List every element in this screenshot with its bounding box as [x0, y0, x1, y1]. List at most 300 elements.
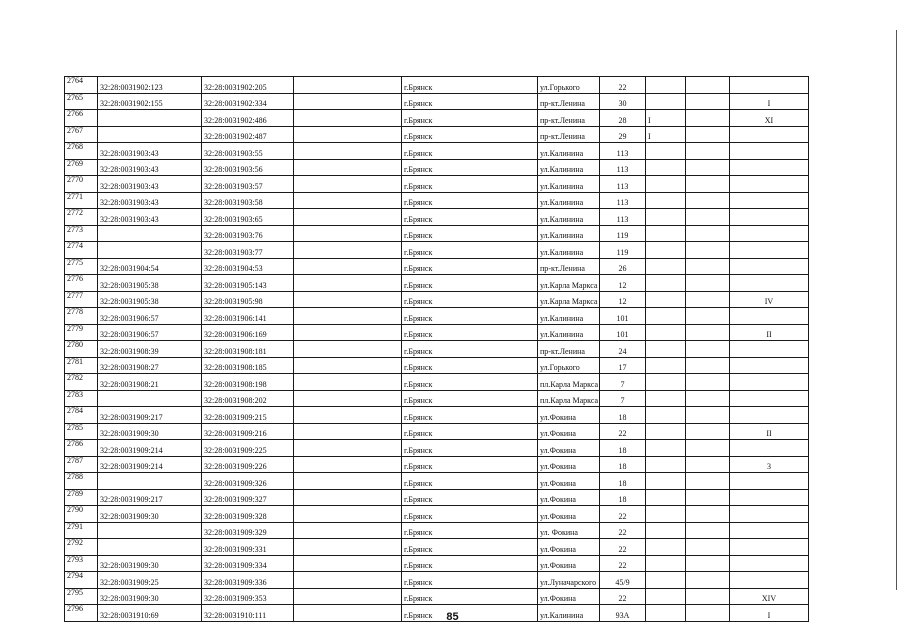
cadastral-number: 32:28:0031909:336	[202, 572, 294, 589]
row-number: 2775	[65, 258, 98, 275]
row-number: 2769	[65, 159, 98, 176]
cadastral-number: 32:28:0031909:327	[202, 489, 294, 506]
table-row	[65, 192, 809, 209]
city-cell: г.Брянск	[402, 390, 538, 407]
empty-cell	[294, 572, 402, 589]
premises-number-cell	[730, 126, 809, 143]
parent-cadastral-number: 32:28:0031908:21	[98, 374, 202, 391]
house-number-cell: 22	[600, 539, 646, 556]
table-row	[65, 555, 809, 572]
row-number: 2792	[65, 539, 98, 556]
table-row	[65, 407, 809, 424]
cadastral-number: 32:28:0031908:185	[202, 357, 294, 374]
cadastral-number: 32:28:0031908:198	[202, 374, 294, 391]
empty-cell	[686, 555, 730, 572]
empty-cell	[686, 275, 730, 292]
house-number-cell: 113	[600, 192, 646, 209]
city-cell: г.Брянск	[402, 110, 538, 127]
letter-cell	[646, 77, 686, 94]
cadastral-number: 32:28:0031909:216	[202, 423, 294, 440]
letter-cell	[646, 473, 686, 490]
table-row	[65, 539, 809, 556]
table-row	[65, 209, 809, 226]
table-row	[65, 93, 809, 110]
row-number: 2770	[65, 176, 98, 193]
cadastral-number: 32:28:0031903:58	[202, 192, 294, 209]
city-cell: г.Брянск	[402, 440, 538, 457]
city-cell: г.Брянск	[402, 407, 538, 424]
cadastral-number: 32:28:0031902:205	[202, 77, 294, 94]
parent-cadastral-number	[98, 110, 202, 127]
house-number-cell: 12	[600, 291, 646, 308]
street-cell: ул.Калинина	[538, 176, 600, 193]
empty-cell	[686, 357, 730, 374]
cadastral-number: 32:28:0031909:326	[202, 473, 294, 490]
street-cell: ул.Калинина	[538, 242, 600, 259]
row-number: 2774	[65, 242, 98, 259]
house-number-cell: 101	[600, 324, 646, 341]
premises-number-cell	[730, 77, 809, 94]
letter-cell	[646, 374, 686, 391]
empty-cell	[294, 176, 402, 193]
cadastral-number: 32:28:0031908:202	[202, 390, 294, 407]
empty-cell	[686, 291, 730, 308]
premises-number-cell	[730, 275, 809, 292]
premises-number-cell	[730, 357, 809, 374]
parent-cadastral-number	[98, 539, 202, 556]
city-cell: г.Брянск	[402, 539, 538, 556]
empty-cell	[686, 456, 730, 473]
empty-cell	[686, 242, 730, 259]
parent-cadastral-number: 32:28:0031910:69	[98, 605, 202, 622]
street-cell: ул.Калинина	[538, 143, 600, 160]
city-cell: г.Брянск	[402, 77, 538, 94]
empty-cell	[294, 489, 402, 506]
premises-number-cell	[730, 143, 809, 160]
cadastral-number: 32:28:0031909:353	[202, 588, 294, 605]
premises-number-cell	[730, 506, 809, 523]
cadastral-number: 32:28:0031902:486	[202, 110, 294, 127]
empty-cell	[294, 126, 402, 143]
street-cell: ул.Фокина	[538, 407, 600, 424]
empty-cell	[686, 572, 730, 589]
premises-number-cell	[730, 225, 809, 242]
street-cell: пр-кт.Ленина	[538, 93, 600, 110]
city-cell: г.Брянск	[402, 176, 538, 193]
premises-number-cell	[730, 390, 809, 407]
empty-cell	[294, 440, 402, 457]
street-cell: ул.Калинина	[538, 225, 600, 242]
premises-number-cell	[730, 192, 809, 209]
empty-cell	[686, 258, 730, 275]
empty-cell	[294, 77, 402, 94]
table-row	[65, 522, 809, 539]
city-cell: г.Брянск	[402, 143, 538, 160]
row-number: 2776	[65, 275, 98, 292]
cadastral-number: 32:28:0031906:169	[202, 324, 294, 341]
empty-cell	[686, 324, 730, 341]
empty-cell	[294, 506, 402, 523]
empty-cell	[294, 110, 402, 127]
letter-cell	[646, 258, 686, 275]
house-number-cell: 22	[600, 588, 646, 605]
street-cell: ул.Фокина	[538, 440, 600, 457]
row-number: 2782	[65, 374, 98, 391]
empty-cell	[294, 143, 402, 160]
street-cell: ул.Фокина	[538, 473, 600, 490]
house-number-cell: 22	[600, 77, 646, 94]
row-number: 2784	[65, 407, 98, 424]
cadastral-number: 32:28:0031903:65	[202, 209, 294, 226]
page-edge-line	[896, 30, 897, 590]
empty-cell	[686, 159, 730, 176]
letter-cell	[646, 456, 686, 473]
street-cell: ул.Фокина	[538, 539, 600, 556]
street-cell: ул.Фокина	[538, 506, 600, 523]
parent-cadastral-number: 32:28:0031909:30	[98, 555, 202, 572]
empty-cell	[686, 192, 730, 209]
house-number-cell: 22	[600, 522, 646, 539]
house-number-cell: 30	[600, 93, 646, 110]
premises-number-cell	[730, 209, 809, 226]
row-number: 2773	[65, 225, 98, 242]
parent-cadastral-number: 32:28:0031903:43	[98, 192, 202, 209]
cadastral-number: 32:28:0031909:328	[202, 506, 294, 523]
empty-cell	[686, 407, 730, 424]
row-number: 2778	[65, 308, 98, 325]
city-cell: г.Брянск	[402, 308, 538, 325]
street-cell: ул.Фокина	[538, 555, 600, 572]
parent-cadastral-number: 32:28:0031903:43	[98, 209, 202, 226]
premises-number-cell	[730, 159, 809, 176]
parent-cadastral-number	[98, 522, 202, 539]
empty-cell	[686, 341, 730, 358]
city-cell: г.Брянск	[402, 341, 538, 358]
empty-cell	[686, 440, 730, 457]
empty-cell	[686, 77, 730, 94]
parent-cadastral-number: 32:28:0031909:30	[98, 506, 202, 523]
street-cell: ул.Горького	[538, 77, 600, 94]
empty-cell	[294, 258, 402, 275]
parent-cadastral-number	[98, 242, 202, 259]
registry-table	[64, 76, 809, 622]
street-cell: ул.Фокина	[538, 423, 600, 440]
empty-cell	[294, 456, 402, 473]
letter-cell	[646, 539, 686, 556]
letter-cell	[646, 506, 686, 523]
letter-cell	[646, 489, 686, 506]
empty-cell	[294, 357, 402, 374]
cadastral-number: 32:28:0031908:181	[202, 341, 294, 358]
row-number: 2766	[65, 110, 98, 127]
table-row	[65, 176, 809, 193]
house-number-cell: 18	[600, 489, 646, 506]
premises-number-cell	[730, 473, 809, 490]
house-number-cell: 18	[600, 456, 646, 473]
cadastral-number: 32:28:0031909:215	[202, 407, 294, 424]
parent-cadastral-number: 32:28:0031905:38	[98, 275, 202, 292]
cadastral-number: 32:28:0031909:226	[202, 456, 294, 473]
letter-cell: I	[646, 110, 686, 127]
letter-cell	[646, 176, 686, 193]
empty-cell	[686, 143, 730, 160]
letter-cell	[646, 93, 686, 110]
row-number: 2786	[65, 440, 98, 457]
row-number: 2790	[65, 506, 98, 523]
letter-cell	[646, 242, 686, 259]
premises-number-cell: 3	[730, 456, 809, 473]
house-number-cell: 12	[600, 275, 646, 292]
letter-cell	[646, 143, 686, 160]
letter-cell	[646, 275, 686, 292]
parent-cadastral-number: 32:28:0031903:43	[98, 176, 202, 193]
empty-cell	[294, 242, 402, 259]
street-cell: пл.Карла Маркса	[538, 390, 600, 407]
cadastral-number: 32:28:0031903:56	[202, 159, 294, 176]
table-body	[65, 77, 809, 622]
empty-cell	[686, 176, 730, 193]
city-cell: г.Брянск	[402, 456, 538, 473]
empty-cell	[294, 539, 402, 556]
table-row	[65, 489, 809, 506]
street-cell: ул.Фокина	[538, 588, 600, 605]
empty-cell	[686, 209, 730, 226]
letter-cell	[646, 357, 686, 374]
city-cell: г.Брянск	[402, 258, 538, 275]
registry-table-container	[64, 76, 809, 622]
parent-cadastral-number	[98, 126, 202, 143]
city-cell: г.Брянск	[402, 209, 538, 226]
parent-cadastral-number: 32:28:0031903:43	[98, 159, 202, 176]
city-cell: г.Брянск	[402, 572, 538, 589]
house-number-cell: 18	[600, 407, 646, 424]
city-cell: г.Брянск	[402, 473, 538, 490]
row-number: 2777	[65, 291, 98, 308]
empty-cell	[686, 390, 730, 407]
parent-cadastral-number: 32:28:0031909:217	[98, 489, 202, 506]
table-row	[65, 308, 809, 325]
premises-number-cell	[730, 489, 809, 506]
house-number-cell: 45/9	[600, 572, 646, 589]
row-number: 2767	[65, 126, 98, 143]
row-number: 2789	[65, 489, 98, 506]
letter-cell	[646, 192, 686, 209]
street-cell: ул. Фокина	[538, 522, 600, 539]
empty-cell	[294, 192, 402, 209]
empty-cell	[294, 374, 402, 391]
table-row	[65, 357, 809, 374]
table-row	[65, 390, 809, 407]
premises-number-cell	[730, 242, 809, 259]
street-cell: пр-кт.Ленина	[538, 110, 600, 127]
house-number-cell: 22	[600, 555, 646, 572]
empty-cell	[686, 308, 730, 325]
house-number-cell: 28	[600, 110, 646, 127]
table-row	[65, 275, 809, 292]
table-row	[65, 588, 809, 605]
parent-cadastral-number: 32:28:0031908:27	[98, 357, 202, 374]
table-row	[65, 423, 809, 440]
parent-cadastral-number: 32:28:0031902:155	[98, 93, 202, 110]
empty-cell	[294, 473, 402, 490]
parent-cadastral-number: 32:28:0031906:57	[98, 308, 202, 325]
street-cell: ул.Калинина	[538, 192, 600, 209]
parent-cadastral-number: 32:28:0031909:30	[98, 423, 202, 440]
street-cell: ул.Карла Маркса	[538, 291, 600, 308]
premises-number-cell: I	[730, 605, 809, 622]
table-row	[65, 341, 809, 358]
letter-cell	[646, 209, 686, 226]
city-cell: г.Брянск	[402, 159, 538, 176]
empty-cell	[686, 588, 730, 605]
street-cell: пр-кт.Ленина	[538, 258, 600, 275]
row-number: 2783	[65, 390, 98, 407]
empty-cell	[294, 291, 402, 308]
row-number: 2785	[65, 423, 98, 440]
empty-cell	[686, 225, 730, 242]
empty-cell	[294, 93, 402, 110]
table-row	[65, 572, 809, 589]
premises-number-cell	[730, 539, 809, 556]
house-number-cell: 29	[600, 126, 646, 143]
empty-cell	[686, 539, 730, 556]
table-row	[65, 291, 809, 308]
premises-number-cell	[730, 407, 809, 424]
city-cell: г.Брянск	[402, 588, 538, 605]
empty-cell	[686, 126, 730, 143]
cadastral-number: 32:28:0031909:334	[202, 555, 294, 572]
empty-cell	[294, 308, 402, 325]
city-cell: г.Брянск	[402, 489, 538, 506]
table-row	[65, 126, 809, 143]
letter-cell	[646, 225, 686, 242]
row-number: 2795	[65, 588, 98, 605]
letter-cell	[646, 341, 686, 358]
empty-cell	[686, 93, 730, 110]
cadastral-number: 32:28:0031909:331	[202, 539, 294, 556]
house-number-cell: 26	[600, 258, 646, 275]
house-number-cell: 113	[600, 159, 646, 176]
letter-cell	[646, 588, 686, 605]
cadastral-number: 32:28:0031903:76	[202, 225, 294, 242]
house-number-cell: 113	[600, 176, 646, 193]
letter-cell	[646, 423, 686, 440]
empty-cell	[686, 374, 730, 391]
street-cell: пр-кт.Ленина	[538, 126, 600, 143]
cadastral-number: 32:28:0031906:141	[202, 308, 294, 325]
empty-cell	[294, 555, 402, 572]
parent-cadastral-number	[98, 390, 202, 407]
empty-cell	[686, 473, 730, 490]
city-cell: г.Брянск	[402, 275, 538, 292]
row-number: 2765	[65, 93, 98, 110]
empty-cell	[294, 390, 402, 407]
table-row	[65, 440, 809, 457]
house-number-cell: 18	[600, 440, 646, 457]
house-number-cell: 17	[600, 357, 646, 374]
city-cell: г.Брянск	[402, 93, 538, 110]
street-cell: ул.Калинина	[538, 605, 600, 622]
parent-cadastral-number: 32:28:0031902:123	[98, 77, 202, 94]
cadastral-number: 32:28:0031909:329	[202, 522, 294, 539]
premises-number-cell	[730, 374, 809, 391]
row-number: 2788	[65, 473, 98, 490]
empty-cell	[686, 423, 730, 440]
empty-cell	[294, 225, 402, 242]
premises-number-cell	[730, 572, 809, 589]
table-row	[65, 77, 809, 94]
empty-cell	[294, 341, 402, 358]
row-number: 2793	[65, 555, 98, 572]
cadastral-number: 32:28:0031903:77	[202, 242, 294, 259]
house-number-cell: 22	[600, 506, 646, 523]
street-cell: ул.Калинина	[538, 308, 600, 325]
row-number: 2787	[65, 456, 98, 473]
table-row	[65, 159, 809, 176]
city-cell: г.Брянск	[402, 242, 538, 259]
row-number: 2771	[65, 192, 98, 209]
cadastral-number: 32:28:0031905:98	[202, 291, 294, 308]
row-number: 2781	[65, 357, 98, 374]
cadastral-number: 32:28:0031903:55	[202, 143, 294, 160]
city-cell: г.Брянск	[402, 192, 538, 209]
city-cell: г.Брянск	[402, 522, 538, 539]
street-cell: пр-кт.Ленина	[538, 341, 600, 358]
letter-cell	[646, 308, 686, 325]
cadastral-number: 32:28:0031909:225	[202, 440, 294, 457]
row-number: 2764	[65, 77, 98, 94]
parent-cadastral-number: 32:28:0031906:57	[98, 324, 202, 341]
letter-cell	[646, 159, 686, 176]
street-cell: ул.Фокина	[538, 489, 600, 506]
letter-cell	[646, 555, 686, 572]
street-cell: ул.Калинина	[538, 159, 600, 176]
parent-cadastral-number: 32:28:0031905:38	[98, 291, 202, 308]
house-number-cell: 93А	[600, 605, 646, 622]
table-row	[65, 225, 809, 242]
table-row	[65, 258, 809, 275]
premises-number-cell	[730, 258, 809, 275]
letter-cell	[646, 572, 686, 589]
table-row	[65, 456, 809, 473]
table-row	[65, 324, 809, 341]
street-cell: пл.Карла Маркса	[538, 374, 600, 391]
parent-cadastral-number: 32:28:0031909:214	[98, 456, 202, 473]
premises-number-cell: IV	[730, 291, 809, 308]
letter-cell	[646, 440, 686, 457]
premises-number-cell	[730, 440, 809, 457]
parent-cadastral-number: 32:28:0031909:30	[98, 588, 202, 605]
empty-cell	[686, 110, 730, 127]
house-number-cell: 24	[600, 341, 646, 358]
house-number-cell: 119	[600, 242, 646, 259]
premises-number-cell	[730, 522, 809, 539]
table-row	[65, 143, 809, 160]
premises-number-cell: XIV	[730, 588, 809, 605]
table-row	[65, 506, 809, 523]
letter-cell	[646, 324, 686, 341]
street-cell: ул.Калинина	[538, 209, 600, 226]
house-number-cell: 119	[600, 225, 646, 242]
city-cell: г.Брянск	[402, 555, 538, 572]
empty-cell	[686, 522, 730, 539]
premises-number-cell: II	[730, 324, 809, 341]
table-row	[65, 473, 809, 490]
street-cell: ул.Луначарского	[538, 572, 600, 589]
letter-cell	[646, 291, 686, 308]
parent-cadastral-number: 32:28:0031909:214	[98, 440, 202, 457]
parent-cadastral-number: 32:28:0031909:25	[98, 572, 202, 589]
